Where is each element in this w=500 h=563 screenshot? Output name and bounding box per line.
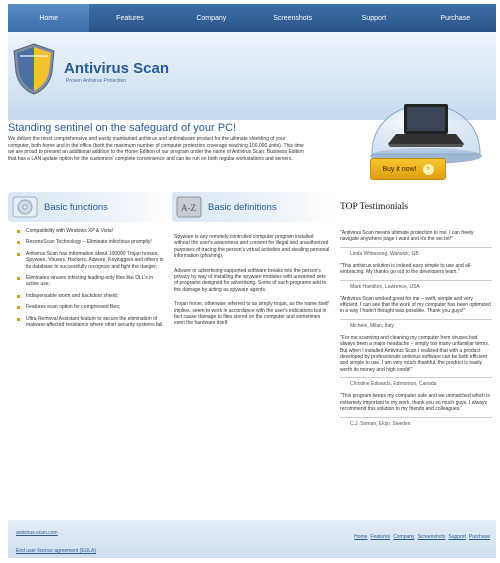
footer-site-link[interactable]: antivirus-scan.com (16, 530, 58, 536)
brand-title: Antivirus Scan (64, 60, 170, 77)
testimonial-author: C.J. Soman, Ekijo, Sweden (340, 417, 492, 427)
testimonial-author: Michele, Milan, Italy (340, 319, 492, 329)
nav-support[interactable]: Support (361, 14, 387, 22)
testimonial (340, 335, 492, 387)
basic-definitions-header (172, 192, 330, 222)
testimonial-author: Mark Hamilton, Lawrence, USA (340, 280, 492, 290)
basic-functions-header (8, 192, 166, 222)
basic-functions-title: Basic functions (44, 201, 108, 213)
shield-logo-icon (12, 42, 56, 96)
list-item: Compatibility with Windows XP & Vista! (16, 228, 166, 234)
testimonial-text: "Antivirus Scan means ultimate protection to me. I can freely navigate anywhere page I want and it's the secret!" (340, 230, 474, 243)
list-item: Features scan option for compressed files; (16, 304, 166, 310)
testimonial-author: Christine Edwards, Edmonton, Canada (340, 377, 492, 387)
list-item: Indispensable worm and backdoor shield; (16, 293, 166, 299)
arrow-right-icon: » (423, 164, 434, 175)
buy-now-label: Buy it now! (382, 165, 417, 173)
svg-text:A-Z: A-Z (181, 203, 196, 213)
footer-link-support[interactable]: Support (448, 534, 466, 540)
testimonial (340, 263, 492, 290)
testimonial (340, 230, 492, 257)
buy-now-button[interactable] (370, 158, 446, 180)
nav-features[interactable]: Features (116, 14, 144, 22)
testimonial (340, 393, 492, 426)
testimonial-text: "This antivirus solution is indeed easy simple to use and all-embracing. My thanks go out to the developers team." (340, 262, 472, 276)
footer-link-purchase[interactable]: Purchase (468, 534, 490, 540)
list-item: ResoneScan Technology – Eliminate infectious promptly! (16, 239, 166, 245)
brand-tagline: Proven Antivirus Protection (66, 78, 127, 84)
basic-definitions-title: Basic definitions (208, 201, 277, 213)
testimonial-text: "For me scanning and cleaning my computer from viruses had always been a major headache – simply too many unfamiliar terms. But when I installed Antivirus Scan I realized that with a product developed by professionals antivirus software can be both efficient and simple to use. I am very much thankful, the product is easily worth its money and high credit!" (340, 334, 490, 373)
laptop-dome-icon (368, 48, 484, 166)
nav-home[interactable]: Home (8, 4, 89, 32)
footer-link-features[interactable]: Features (370, 534, 391, 540)
testimonial-author: Linda Whitesong, Warwick, GB (340, 247, 492, 257)
basic-functions-list (16, 228, 166, 333)
intro-title: Standing sentinel on the safeguard of your PC! (8, 122, 237, 134)
testimonial-text: "Antivirus Scan worked great for me – swift, simple and very efficient. I can see that the work of my computer has been optimized in a way I hadn't thought was possible. Thank you guys!" (340, 295, 491, 315)
footer-link-company[interactable]: Company (393, 534, 415, 540)
intro-text: We deliver the most comprehensive and easily maintained antivirus and antimalware product for the ultimate shielding of your computer, both home and in the office (both the maximum number of computer protection coverage reaching 100,000 units). This time we are proud to present an additional addition to the Home Edition of our program under the name of Antivirus Scan: Business Edition that has a LAN update option for the customers' complete convenience and can be run on both regular workstations and servers. (8, 136, 304, 162)
testimonial (340, 296, 492, 329)
top-nav (8, 4, 496, 32)
definition-paragraph: Adware or advertising-supported software breaks into the person's privacy by way of installing the spyware modules with unwanted sets of programs designed for advertising. Some of such programs add to the damage by acting as spyware agents. (174, 267, 327, 293)
definitions-body (174, 234, 330, 335)
testimonials-list (340, 230, 492, 433)
dictionary-icon (176, 195, 202, 219)
cd-icon (12, 195, 38, 219)
list-item: Ultra Removal Assistant feature to secure the elimination of malware-affected resistance where other security systems fail. (16, 316, 166, 329)
nav-screenshots[interactable]: Screenshots (273, 14, 313, 22)
footer-link-home[interactable]: Home (354, 534, 368, 540)
definition-paragraph: Spyware is any remotely controlled computer program installed without the user's awareness and consent for illegal and unauthorized purposes of tracing the person's virtual activities and stealing personal information (phishing). (174, 234, 330, 260)
footer (8, 520, 496, 558)
footer-link-screenshots[interactable]: Screenshots (417, 534, 446, 540)
list-item: Eliminates viruses infecting leading-only files like DLL's in active use; (16, 275, 166, 288)
list-item: Antivirus Scan has information about 100000 Trojan horses, Spyware, Viruses, Hackers, Adware, Keyloggers and others in its database to successfully recognize and fight the danger; (16, 251, 166, 270)
testimonial-text: "This program keeps my computer safe and we unmatched which is extremely important to my work, thank you so much guys, I always recommend this solution to my friends and colleagues." (340, 393, 490, 413)
nav-company[interactable]: Company (196, 14, 227, 22)
definition-paragraph: Trojan horse, otherwise referred to as simply trojan, as the name itself implies, seem to work in accordance with the user's indications but in fact cause damage to files stored on the computer and sometimes even the hardware itself. (174, 301, 329, 327)
header-banner (8, 32, 496, 120)
testimonials-title: TOP Testimonials (340, 202, 409, 212)
footer-eula-link[interactable]: End user licence agreement (EULA) (16, 548, 97, 554)
nav-purchase[interactable]: Purchase (440, 14, 471, 22)
footer-links (354, 534, 490, 540)
